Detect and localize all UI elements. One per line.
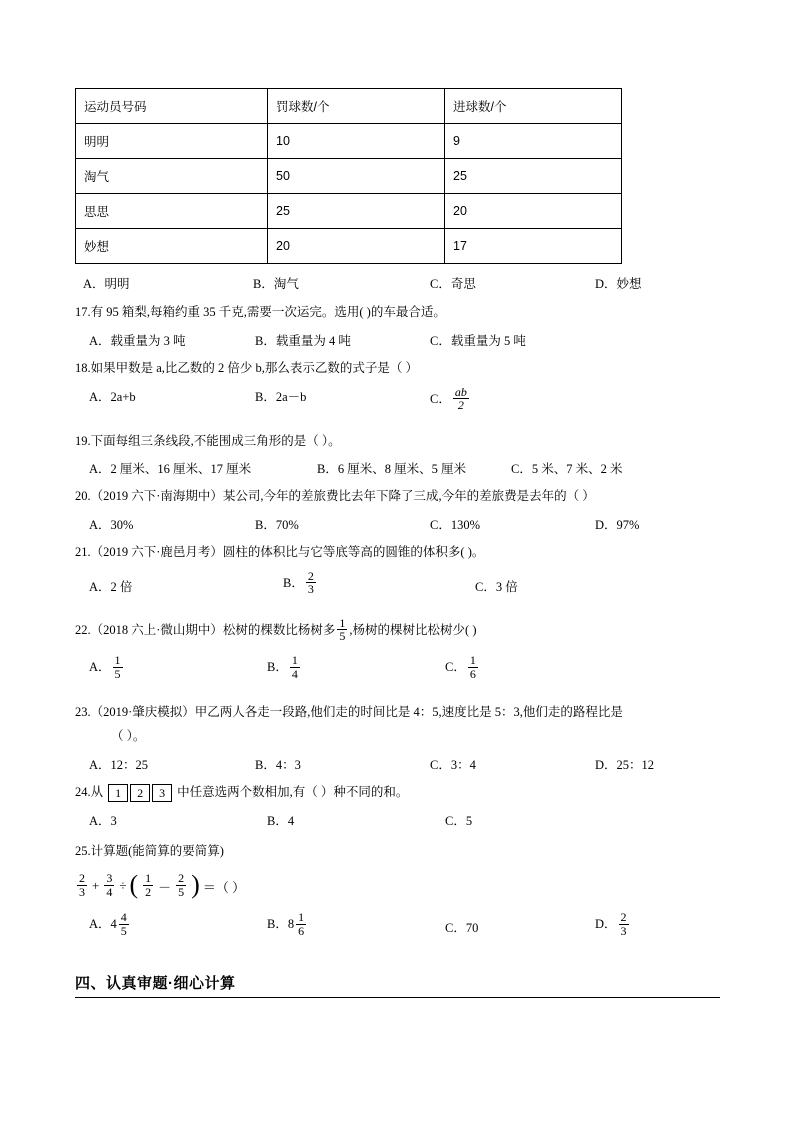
option-a[interactable]: A．2 厘米、16 厘米、17 厘米: [89, 462, 252, 477]
option-c[interactable]: C．130%: [430, 518, 481, 532]
question-19-options: [75, 459, 720, 476]
option-c[interactable]: [445, 652, 480, 681]
expression-tail: ＝（ ）: [202, 879, 246, 895]
option-a-label: A．: [89, 659, 111, 674]
table-row: [76, 229, 622, 264]
question-21-stem: 21.（2019 六下·鹿邑月考）圆柱的体积比与它等底等高的圆锥的体积多( )。: [75, 545, 485, 559]
table-cell: 思思: [76, 194, 268, 229]
fraction-2-over-3: $\frac{2}{3}$: [307, 568, 314, 597]
question-23-stem-line2: （ ）。: [111, 728, 146, 743]
option-b[interactable]: B．6 厘米、8 厘米、5 厘米: [317, 462, 466, 477]
table-cell: 明明: [76, 124, 268, 159]
option-b-label: B．: [283, 575, 304, 590]
operator-minus: －: [158, 879, 172, 895]
question-22-stem-part-a: 22.（2018 六上·微山期中）松树的棵数比杨树多: [75, 623, 336, 638]
option-d[interactable]: [595, 912, 631, 938]
question-22-options: [75, 652, 720, 689]
option-a[interactable]: A．2a+b: [89, 389, 136, 404]
option-b-label: B．: [267, 659, 288, 674]
number-box-3: 3: [152, 784, 172, 802]
option-d-label: D．: [595, 917, 617, 932]
question-25-stem: 25.计算题(能简算的要简算): [75, 844, 224, 859]
table-row: [76, 159, 622, 194]
fraction-option-d: $\frac{2}{3}$: [620, 910, 627, 938]
option-b[interactable]: B．淘气: [253, 277, 299, 291]
fraction-option-b: $\frac{1}{4}$: [291, 652, 298, 681]
option-c[interactable]: C．奇思: [430, 277, 476, 291]
question-22-stem-part-b: ,杨树的棵树比松树少( ): [349, 623, 477, 638]
number-boxes: [107, 783, 173, 802]
option-c[interactable]: C．5 米、7 米、2 米: [511, 462, 623, 477]
question-23-stem: 23.（2019·肇庆模拟）甲乙两人各走一段路,他们走的时间比是 4：5,速度比是 5：3,他们走的路程比是: [75, 704, 623, 719]
table-header-cell: 罚球数/个: [268, 89, 445, 124]
table-cell: 25: [445, 159, 622, 194]
question-17-stem: 17.有 95 箱梨,每箱约重 35 千克,需要一次运完。选用( )的车最合适。: [75, 305, 446, 319]
option-b-label: B．8: [267, 917, 295, 932]
table-cell: 妙想: [76, 229, 268, 264]
table-cell: 17: [445, 229, 622, 264]
option-b[interactable]: B．载重量为 4 吨: [255, 333, 351, 348]
option-c[interactable]: [430, 384, 471, 413]
paren-close: ): [191, 870, 200, 900]
option-b[interactable]: B．4: [267, 814, 295, 829]
question-25-expression: [75, 870, 720, 900]
question-24-options: [75, 811, 720, 828]
option-c[interactable]: C．3：4: [430, 758, 476, 773]
option-b[interactable]: B．70%: [255, 518, 299, 532]
table-question-options: [75, 274, 720, 292]
table-cell: 20: [268, 229, 445, 264]
fraction-option-a: $\frac{4}{5}$: [120, 910, 127, 938]
fraction-option-b: $\frac{1}{6}$: [298, 910, 305, 938]
option-a[interactable]: A．30%: [89, 518, 134, 532]
page-content: [75, 88, 720, 998]
fraction-option-a: $\frac{1}{5}$: [114, 652, 121, 681]
option-c[interactable]: C．3 倍: [475, 579, 518, 594]
table-cell: 25: [268, 194, 445, 229]
option-c[interactable]: C．70: [445, 921, 479, 936]
fraction-1-over-2: $\frac{1}{2}$: [145, 870, 152, 899]
fraction-2-over-3: $\frac{2}{3}$: [79, 870, 85, 899]
number-box-1: 1: [108, 784, 128, 802]
question-21-options: [75, 568, 720, 605]
option-b[interactable]: [267, 912, 308, 938]
option-d[interactable]: D．25：12: [595, 758, 655, 773]
table-cell: 9: [445, 124, 622, 159]
option-d[interactable]: D．97%: [595, 518, 640, 532]
paren-open: (: [129, 870, 139, 900]
table-header-row: [76, 89, 622, 124]
question-18-stem: 18.如果甲数是 a,比乙数的 2 倍少 b,那么表示乙数的式子是（ ）: [75, 360, 419, 375]
question-23-options: [75, 755, 720, 772]
number-box-2: 2: [130, 784, 150, 802]
operator-divide: ÷: [119, 878, 127, 894]
option-c-label: C．: [430, 391, 451, 406]
table-header-cell: 运动员号码: [76, 89, 268, 124]
table-row: [76, 194, 622, 229]
table-cell: 20: [445, 194, 622, 229]
question-19-stem: 19.下面每组三条线段,不能围成三角形的是（ ）。: [75, 433, 341, 448]
fraction-option-c: $\frac{1}{6}$: [469, 652, 476, 681]
table-cell: 50: [268, 159, 445, 194]
section-heading: 四、认真审题·细心计算: [75, 975, 236, 993]
option-c[interactable]: C．5: [445, 814, 473, 829]
option-c-label: C．: [445, 659, 466, 674]
option-b[interactable]: B．2a－b: [255, 389, 307, 404]
question-25-options: [75, 912, 720, 946]
option-b[interactable]: [267, 652, 302, 681]
option-a[interactable]: A．明明: [83, 277, 130, 291]
option-a[interactable]: A．载重量为 3 吨: [89, 333, 186, 348]
option-b[interactable]: B．4：3: [255, 758, 301, 773]
question-17-options: [75, 331, 720, 348]
question-20-options: [75, 515, 720, 532]
fraction-2-over-5: $\frac{2}{5}$: [178, 870, 185, 899]
option-a[interactable]: A．2 倍: [89, 579, 133, 594]
table-cell: 10: [268, 124, 445, 159]
operator-plus: +: [92, 878, 100, 894]
option-a[interactable]: A．3: [89, 814, 117, 829]
option-a[interactable]: [89, 912, 131, 938]
section-divider: [75, 997, 720, 998]
table-row: [76, 124, 622, 159]
option-c[interactable]: C．载重量为 5 吨: [430, 333, 526, 348]
athlete-stats-table: [75, 88, 622, 264]
fraction-ab-over-2: $\frac{ab}{2}$: [454, 384, 467, 413]
option-b[interactable]: [283, 568, 318, 597]
table-cell: 淘气: [76, 159, 268, 194]
fraction-3-over-4: $\frac{3}{4}$: [106, 870, 113, 899]
option-a-label: A．4: [89, 917, 117, 932]
question-22-stem: [75, 615, 720, 644]
question-24-stem-part-b: 中任意选两个数相加,有（ ）种不同的和。: [177, 785, 409, 800]
question-24-stem: [75, 783, 720, 802]
option-a[interactable]: A．12：25: [89, 758, 149, 773]
question-20-stem: 20.（2019 六下·南海期中）某公司,今年的差旅费比去年下降了三成,今年的差旅费是去年的（ ）: [75, 489, 595, 504]
fraction-1-over-5: $\frac{1}{5}$: [339, 615, 346, 644]
option-a[interactable]: [89, 652, 125, 681]
question-24-stem-part-a: 24.从: [75, 785, 104, 800]
table-header-cell: 进球数/个: [445, 89, 622, 124]
question-18-options: [75, 384, 720, 421]
option-d[interactable]: D．妙想: [595, 277, 642, 291]
